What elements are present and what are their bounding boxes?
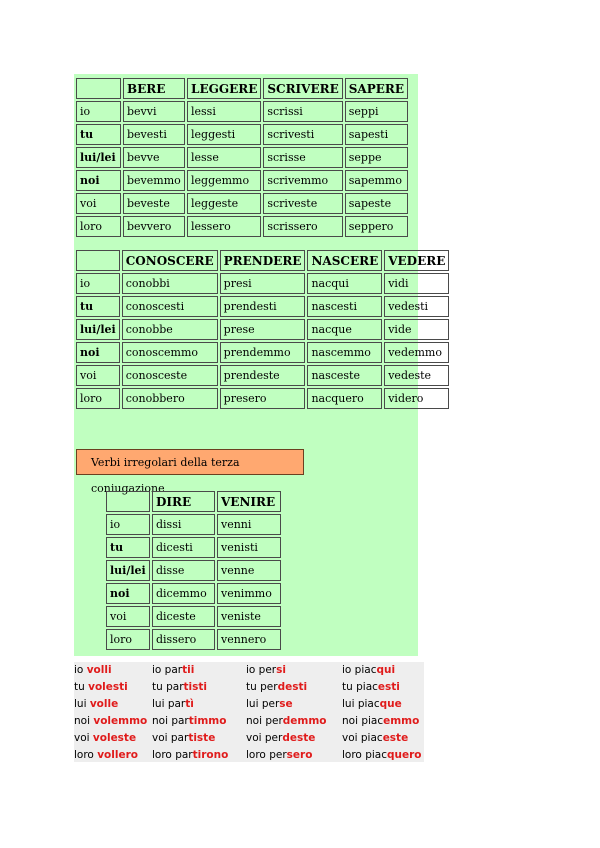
verb-line <box>74 679 147 696</box>
verb-form-cell: dissi <box>152 514 215 535</box>
table-row <box>106 560 281 581</box>
verb-form-cell: conoscemmo <box>122 342 218 363</box>
verb-form-cell: sapeste <box>345 193 408 214</box>
verb-line <box>152 662 228 679</box>
table-row <box>76 296 449 317</box>
verb-form-cell: vedesti <box>384 296 449 317</box>
verb-ending: que <box>379 698 402 710</box>
pronoun-cell: tu <box>106 537 150 558</box>
verb-form-cell: prese <box>220 319 306 340</box>
verb-form-cell: nacque <box>307 319 382 340</box>
verb-form-cell: leggeste <box>187 193 261 214</box>
verb-ending: se <box>279 698 293 710</box>
table-row <box>76 193 408 214</box>
table-row <box>106 606 281 627</box>
verb-form-cell: scrivemmo <box>263 170 342 191</box>
verb-line <box>342 662 422 679</box>
verb-form-cell: venisti <box>217 537 281 558</box>
conjugation-table-bere <box>74 76 410 239</box>
header-row <box>76 250 449 271</box>
verb-line <box>342 713 422 730</box>
verb-stem: voi piac <box>342 732 383 744</box>
verb-stem: lui per <box>246 698 280 710</box>
verb-line <box>342 747 422 764</box>
verb-stem: io <box>74 664 87 676</box>
verb-form-cell: disse <box>152 560 215 581</box>
verb-form-cell: nascemmo <box>307 342 382 363</box>
conjugation-table-dire <box>104 489 283 652</box>
verb-stem: tu par <box>152 681 184 693</box>
verb-form-cell: veniste <box>217 606 281 627</box>
verb-form-cell: venne <box>217 560 281 581</box>
verb-ending: quero <box>386 749 422 761</box>
verb-stem: loro per <box>246 749 287 761</box>
verb-line <box>74 696 147 713</box>
verb-form-cell: dicesti <box>152 537 215 558</box>
verb-form-cell: conosceste <box>122 365 218 386</box>
verb-stem: loro par <box>152 749 193 761</box>
table-row <box>76 388 449 409</box>
verb-stem: tu per <box>246 681 278 693</box>
table-row <box>76 147 408 168</box>
verb-stem: lui par <box>152 698 186 710</box>
pronoun-cell: loro <box>76 388 120 409</box>
verb-form-cell: diceste <box>152 606 215 627</box>
section-banner: Verbi irregolari della terza coniugazione <box>76 449 304 475</box>
pronoun-cell: io <box>76 273 120 294</box>
verb-ending: demmo <box>282 715 327 727</box>
verb-line <box>152 679 228 696</box>
table-row <box>76 273 449 294</box>
table-row <box>76 170 408 191</box>
verb-form-cell: nascesti <box>307 296 382 317</box>
verb-form-cell: prendesti <box>220 296 306 317</box>
verb-form-cell: scrissero <box>263 216 342 237</box>
verb-form-cell: nacquero <box>307 388 382 409</box>
verb-form-cell: lesse <box>187 147 261 168</box>
verb-stem: voi per <box>246 732 283 744</box>
verb-line <box>152 696 228 713</box>
verb-form-cell: scrivesti <box>263 124 342 145</box>
verb-form-cell: conobbero <box>122 388 218 409</box>
verb-stem: voi par <box>152 732 189 744</box>
table-row <box>76 124 408 145</box>
column-header: DIRE <box>152 491 215 512</box>
column-header <box>76 250 120 271</box>
verb-ending: tirono <box>192 749 229 761</box>
verb-form-cell: lessero <box>187 216 261 237</box>
verb-form-cell: venimmo <box>217 583 281 604</box>
endings-column-perdere <box>246 662 327 764</box>
verb-form-cell: presi <box>220 273 306 294</box>
column-header: NASCERE <box>307 250 382 271</box>
endings-column-partire <box>152 662 228 764</box>
pronoun-cell: lui/lei <box>76 147 121 168</box>
verb-ending: volli <box>86 664 112 676</box>
verb-line <box>246 662 327 679</box>
verb-line <box>152 713 228 730</box>
verb-line <box>246 696 327 713</box>
verb-form-cell: vedemmo <box>384 342 449 363</box>
verb-form-cell: bevve <box>123 147 185 168</box>
pronoun-cell: io <box>76 101 121 122</box>
verb-stem: noi piac <box>342 715 384 727</box>
verb-form-cell: nasceste <box>307 365 382 386</box>
verb-ending: vollero <box>97 749 138 761</box>
verb-ending: tì <box>185 698 194 710</box>
verb-ending: volesti <box>88 681 128 693</box>
verb-form-cell: sapemmo <box>345 170 408 191</box>
verb-form-cell: conoscesti <box>122 296 218 317</box>
verb-form-cell: bevvero <box>123 216 185 237</box>
verb-line <box>74 662 147 679</box>
verb-form-cell: conobbi <box>122 273 218 294</box>
verb-form-cell: prendemmo <box>220 342 306 363</box>
verb-ending: emmo <box>383 715 420 727</box>
verb-ending: deste <box>282 732 316 744</box>
verb-line <box>74 730 147 747</box>
column-header: BERE <box>123 78 185 99</box>
table-row <box>76 319 449 340</box>
table-row <box>106 537 281 558</box>
header-row <box>76 78 408 99</box>
table-row <box>106 514 281 535</box>
verb-form-cell: conobbe <box>122 319 218 340</box>
pronoun-cell: lui/lei <box>106 560 150 581</box>
verb-form-cell: venni <box>217 514 281 535</box>
header-row <box>106 491 281 512</box>
verb-line <box>246 747 327 764</box>
verb-stem: io per <box>246 664 277 676</box>
verb-form-cell: scrissi <box>263 101 342 122</box>
verb-line <box>152 747 228 764</box>
verb-form-cell: dissero <box>152 629 215 650</box>
verb-ending: este <box>382 732 409 744</box>
verb-form-cell: vidi <box>384 273 449 294</box>
verb-form-cell: seppi <box>345 101 408 122</box>
pronoun-cell: noi <box>76 170 121 191</box>
verb-stem: noi per <box>246 715 283 727</box>
verb-ending: volemmo <box>93 715 148 727</box>
table-row <box>76 365 449 386</box>
verb-form-cell: lessi <box>187 101 261 122</box>
verb-line <box>74 747 147 764</box>
verb-form-cell: leggemmo <box>187 170 261 191</box>
verb-ending: voleste <box>92 732 137 744</box>
table-row <box>76 101 408 122</box>
table-row <box>76 216 408 237</box>
pronoun-cell: voi <box>106 606 150 627</box>
pronoun-cell: lui/lei <box>76 319 120 340</box>
verb-line <box>246 713 327 730</box>
column-header: CONOSCERE <box>122 250 218 271</box>
pronoun-cell: io <box>106 514 150 535</box>
verb-form-cell: seppe <box>345 147 408 168</box>
verb-stem: lui <box>74 698 90 710</box>
pronoun-cell: voi <box>76 193 121 214</box>
verb-line <box>342 679 422 696</box>
verb-line <box>74 713 147 730</box>
column-header: VENIRE <box>217 491 281 512</box>
verb-ending: tii <box>182 664 195 676</box>
verb-stem: tu piac <box>342 681 378 693</box>
verb-form-cell: sapesti <box>345 124 408 145</box>
verb-ending: si <box>276 664 286 676</box>
verb-stem: noi par <box>152 715 189 727</box>
endings-panel <box>74 662 424 762</box>
pronoun-cell: noi <box>106 583 150 604</box>
conjugation-table-conoscere <box>74 248 451 411</box>
pronoun-cell: tu <box>76 124 121 145</box>
table-row <box>76 342 449 363</box>
column-header <box>106 491 150 512</box>
column-header: PRENDERE <box>220 250 306 271</box>
verb-line <box>342 696 422 713</box>
table-row <box>106 629 281 650</box>
verb-form-cell: bevesti <box>123 124 185 145</box>
table-row <box>106 583 281 604</box>
endings-column-volere <box>74 662 147 764</box>
verb-form-cell: scriveste <box>263 193 342 214</box>
pronoun-cell: noi <box>76 342 120 363</box>
verb-form-cell: presero <box>220 388 306 409</box>
verb-stem: lui piac <box>342 698 380 710</box>
verb-ending: tiste <box>188 732 216 744</box>
verb-form-cell: bevemmo <box>123 170 185 191</box>
pronoun-cell: loro <box>76 216 121 237</box>
verb-form-cell: seppero <box>345 216 408 237</box>
pronoun-cell: tu <box>76 296 120 317</box>
column-header: SAPERE <box>345 78 408 99</box>
verb-form-cell: leggesti <box>187 124 261 145</box>
pronoun-cell: voi <box>76 365 120 386</box>
verb-stem: noi <box>74 715 94 727</box>
pronoun-cell: loro <box>106 629 150 650</box>
verb-stem: io piac <box>342 664 377 676</box>
verb-stem: tu <box>74 681 89 693</box>
verb-form-cell: beveste <box>123 193 185 214</box>
verb-ending: timmo <box>188 715 227 727</box>
verb-form-cell: nacqui <box>307 273 382 294</box>
column-header <box>76 78 121 99</box>
verb-ending: esti <box>377 681 400 693</box>
verb-ending: volle <box>89 698 119 710</box>
verb-line <box>246 730 327 747</box>
verb-form-cell: videro <box>384 388 449 409</box>
verb-ending: qui <box>376 664 396 676</box>
column-header: LEGGERE <box>187 78 261 99</box>
verb-stem: loro piac <box>342 749 387 761</box>
verb-form-cell: prendeste <box>220 365 306 386</box>
verb-line <box>246 679 327 696</box>
verb-stem: voi <box>74 732 93 744</box>
column-header: VEDERE <box>384 250 449 271</box>
column-header: SCRIVERE <box>263 78 342 99</box>
endings-column-piacere <box>342 662 422 764</box>
verb-form-cell: bevvi <box>123 101 185 122</box>
verb-form-cell: vennero <box>217 629 281 650</box>
verb-form-cell: vide <box>384 319 449 340</box>
verb-ending: tisti <box>183 681 208 693</box>
verb-form-cell: dicemmo <box>152 583 215 604</box>
verb-form-cell: vedeste <box>384 365 449 386</box>
verb-stem: io par <box>152 664 183 676</box>
verb-form-cell: scrisse <box>263 147 342 168</box>
verb-ending: sero <box>286 749 313 761</box>
verb-line <box>152 730 228 747</box>
verb-stem: loro <box>74 749 98 761</box>
verb-ending: desti <box>277 681 308 693</box>
verb-line <box>342 730 422 747</box>
